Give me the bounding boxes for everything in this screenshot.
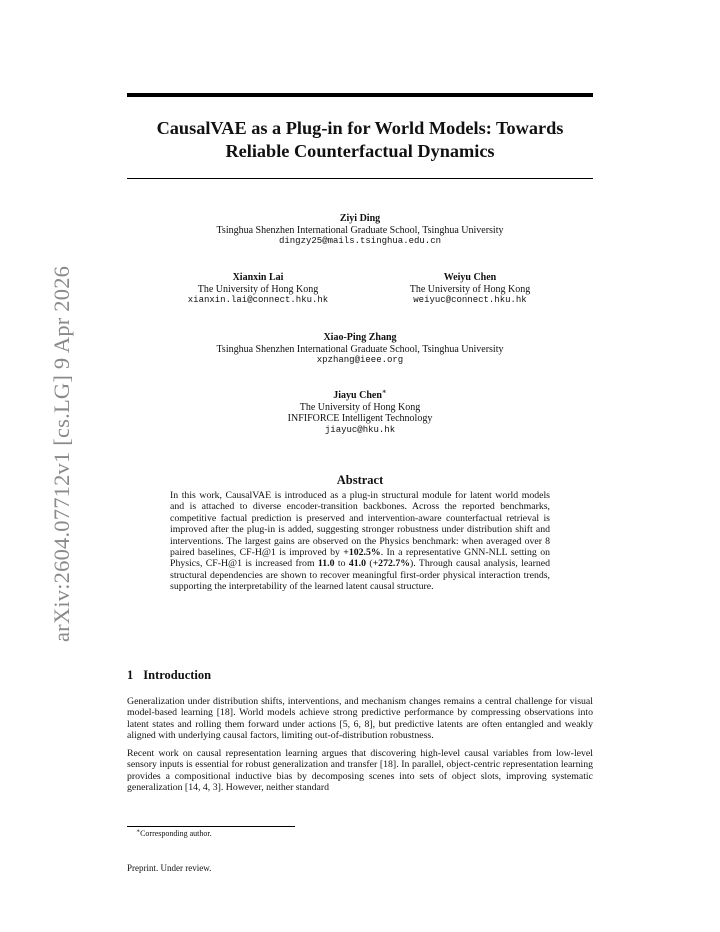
abstract-heading: Abstract: [336, 473, 384, 487]
author-block-3: [370, 272, 570, 307]
author-name: Weiyu Chen: [443, 272, 497, 283]
author-block-5: [127, 387, 593, 436]
section-title: Introduction: [143, 668, 212, 682]
author-name-text: Jiayu Chen: [333, 390, 382, 401]
author-name: Xianxin Lai: [232, 272, 284, 283]
abstract-highlight: +272.7%: [372, 558, 411, 570]
paper-title: CausalVAE as a Plug-in for World Models: Towards Reliable Counterfactual Dynamics: [156, 118, 564, 161]
arxiv-stamp-text: arXiv:2604.07712v1 [cs.LG] 9 Apr 2026: [49, 265, 74, 642]
title-rule-bottom: [127, 178, 593, 179]
author-name: Xiao-Ping Zhang: [323, 332, 397, 343]
section-number: 1: [127, 668, 134, 682]
abstract-text: (: [365, 558, 373, 570]
abstract-text: to: [334, 558, 349, 570]
author-block-4: [127, 332, 593, 367]
intro-paragraph-2: Recent work on causal representation learning argues that discovering high-level causal variables from low-level sensory inputs is essential for robust generalization and transfer [18]. In parallel, object-centric representation learning provides a compositional inductive bias by decomposing scenes into sets of object slots, improving systematic generalization [14, 4, 3]. However, neither standard: [127, 748, 593, 793]
corresponding-mark: ∗: [381, 387, 387, 396]
author-email: xpzhang@ieee.org: [316, 355, 404, 366]
abstract-highlight: 41.0: [348, 558, 366, 570]
section-heading: [127, 668, 211, 683]
author-affiliation: Tsinghua Shenzhen International Graduate School, Tsinghua University: [216, 343, 504, 355]
abstract-highlight: +102.5%: [343, 547, 381, 559]
author-email: weiyuc@connect.hku.hk: [413, 295, 527, 306]
footnote-rule: [127, 826, 295, 827]
author-block-1: [127, 213, 593, 248]
footnote-mark: ∗: [136, 828, 141, 835]
author-email: jiayuc@hku.hk: [324, 424, 396, 435]
author-affiliation: The University of Hong Kong: [299, 401, 421, 413]
title-rule-top: [127, 93, 593, 97]
preprint-note: Preprint. Under review.: [127, 863, 212, 873]
abstract-body: [170, 490, 550, 593]
footnote: [136, 829, 212, 838]
abstract-highlight: 11.0: [317, 558, 335, 570]
abstract-text: . In a representative GNN-NLL setting on Physics, CF-H@1 is increased from: [170, 547, 550, 570]
intro-paragraph-1: Generalization under distribution shifts, interventions, and mechanism changes remains a central challenge for visual model-based learning [18]. World models achieve strong predictive performance by compressing observations into latent states and rolling them forward under actions [5, 6, 8], but predictive latents are often entangled and weakly aligned with underlying causal factors, limiting out-of-distribution robustness.: [127, 696, 593, 741]
author-name: Ziyi Ding: [339, 213, 381, 224]
author-affiliation-2: INFIFORCE Intelligent Technology: [287, 413, 433, 425]
author-block-2: [158, 272, 358, 307]
abstract-text: ). Through causal analysis, learned structural dependencies are shown to recover meaningful first-order physical interaction trends, supporting the interpretability of the learned latent causal structure.: [170, 558, 550, 593]
abstract-text: In this work, CausalVAE is introduced as a plug-in structural module for latent world models and is attached to diverse encoder-transition backbones. Across the reported benchmarks, competitive factual prediction is preserved and intervention-aware counterfactual retrieval is improved after the plug-in is added, suggesting stronger robustness under distribution shift and interventions. The largest gains are observed on the Physics benchmark: when averaged over 8 paired baselines, CF-H@1 is improved by: [170, 490, 550, 559]
arxiv-stamp: [18, 262, 74, 642]
author-email: dingzy25@mails.tsinghua.edu.cn: [278, 236, 442, 247]
author-name: [127, 387, 593, 402]
footnote-text: Corresponding author.: [140, 829, 212, 838]
author-affiliation: Tsinghua Shenzhen International Graduate School, Tsinghua University: [216, 224, 504, 236]
author-email: xianxin.lai@connect.hku.hk: [187, 295, 329, 306]
author-affiliation: The University of Hong Kong: [409, 283, 531, 295]
author-affiliation: The University of Hong Kong: [197, 283, 319, 295]
